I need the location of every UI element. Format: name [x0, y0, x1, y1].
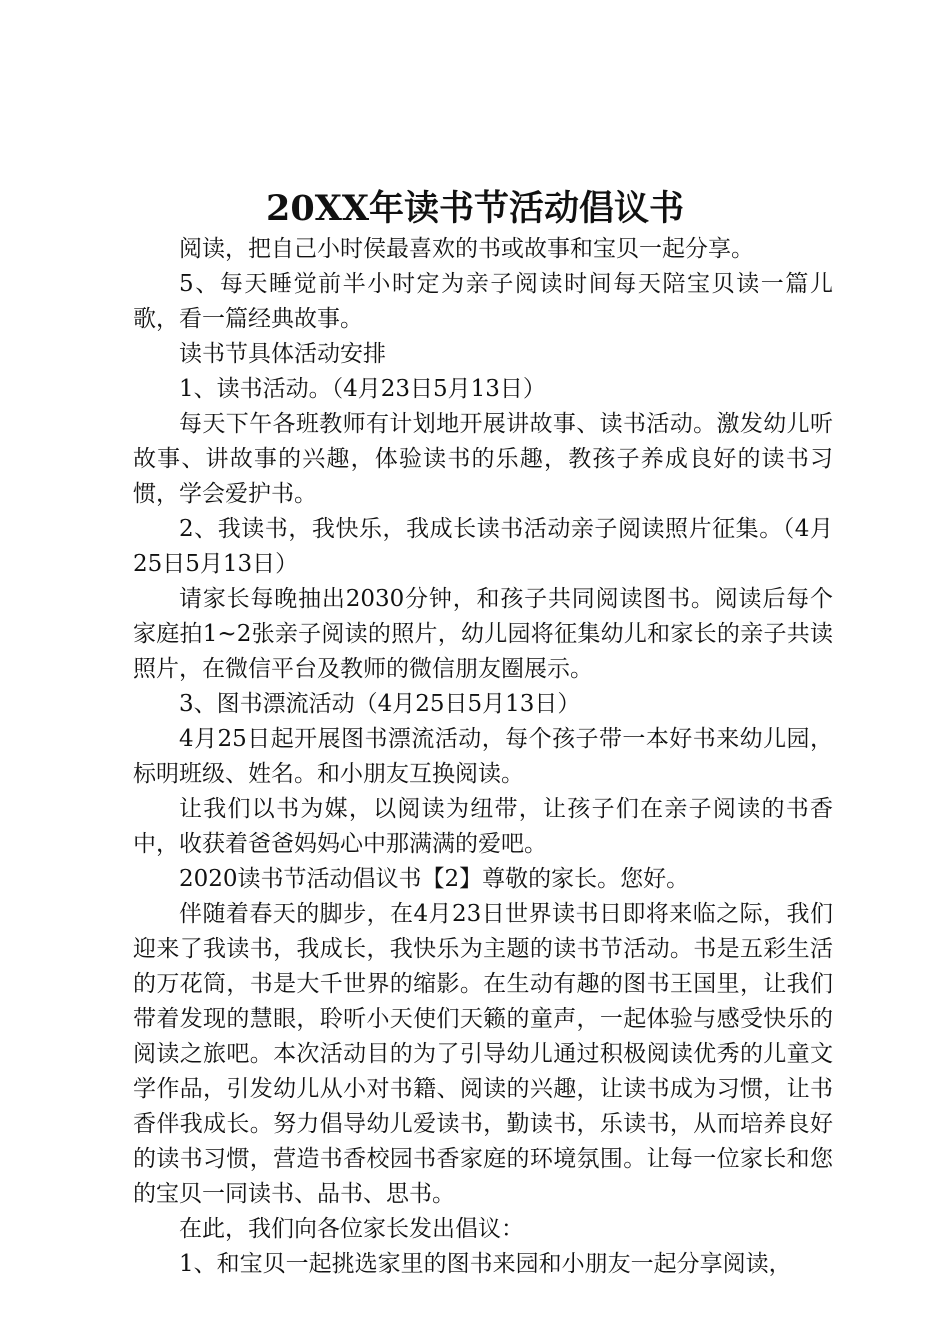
- paragraph: 请家长每晚抽出2030分钟，和孩子共同阅读图书。阅读后每个家庭拍1~2张亲子阅读的照片，幼儿园将征集幼儿和家长的亲子共读照片，在微信平台及教师的微信朋友圈展示。: [133, 586, 833, 682]
- paragraph: 2、我读书，我快乐，我成长读书活动亲子阅读照片征集。（4月25日5月13日）: [133, 516, 833, 577]
- document-body: [133, 232, 833, 1282]
- paragraph: 让我们以书为媒，以阅读为纽带，让孩子们在亲子阅读的书香中，收获着爸爸妈妈心中那满满的爱吧。: [133, 796, 833, 857]
- paragraph: 5、每天睡觉前半小时定为亲子阅读时间每天陪宝贝读一篇儿歌，看一篇经典故事。: [133, 271, 833, 332]
- paragraph: 伴随着春天的脚步，在4月23日世界读书日即将来临之际，我们迎来了我读书，我成长，我快乐为主题的读书节活动。书是五彩生活的万花筒，书是大千世界的缩影。在生动有趣的图书王国里，让我们带着发现的慧眼，聆听小天使们天籁的童声，一起体验与感受快乐的阅读之旅吧。本次活动目的为了引导幼儿通过积极阅读优秀的儿童文学作品，引发幼儿从小对书籍、阅读的兴趣，让读书成为习惯，让书香伴我成长。努力倡导幼儿爱读书，勤读书，乐读书，从而培养良好的读书习惯，营造书香校园书香家庭的环境氛围。让每一位家长和您的宝贝一同读书、品书、思书。: [133, 901, 833, 1207]
- paragraph: 每天下午各班教师有计划地开展讲故事、读书活动。激发幼儿听故事、讲故事的兴趣，体验读书的乐趣，教孩子养成良好的读书习惯，学会爱护书。: [133, 411, 833, 507]
- paragraph: 1、读书活动。（4月23日5月13日）: [179, 376, 546, 402]
- paragraph: 3、图书漂流活动（4月25日5月13日）: [179, 691, 581, 717]
- document-title: 20XX年读书节活动倡议书: [265, 188, 685, 229]
- paragraph: 读书节具体活动安排: [179, 341, 386, 367]
- paragraph: 1、和宝贝一起挑选家里的图书来园和小朋友一起分享阅读，: [179, 1251, 792, 1277]
- paragraph: 在此，我们向各位家长发出倡议：: [179, 1216, 524, 1242]
- paragraph: 2020读书节活动倡议书【2】尊敬的家长。您好。: [179, 866, 690, 892]
- paragraph: 4月25日起开展图书漂流活动，每个孩子带一本好书来幼儿园，标明班级、姓名。和小朋友互换阅读。: [133, 726, 833, 787]
- paragraph: 阅读，把自己小时侯最喜欢的书或故事和宝贝一起分享。: [179, 236, 754, 262]
